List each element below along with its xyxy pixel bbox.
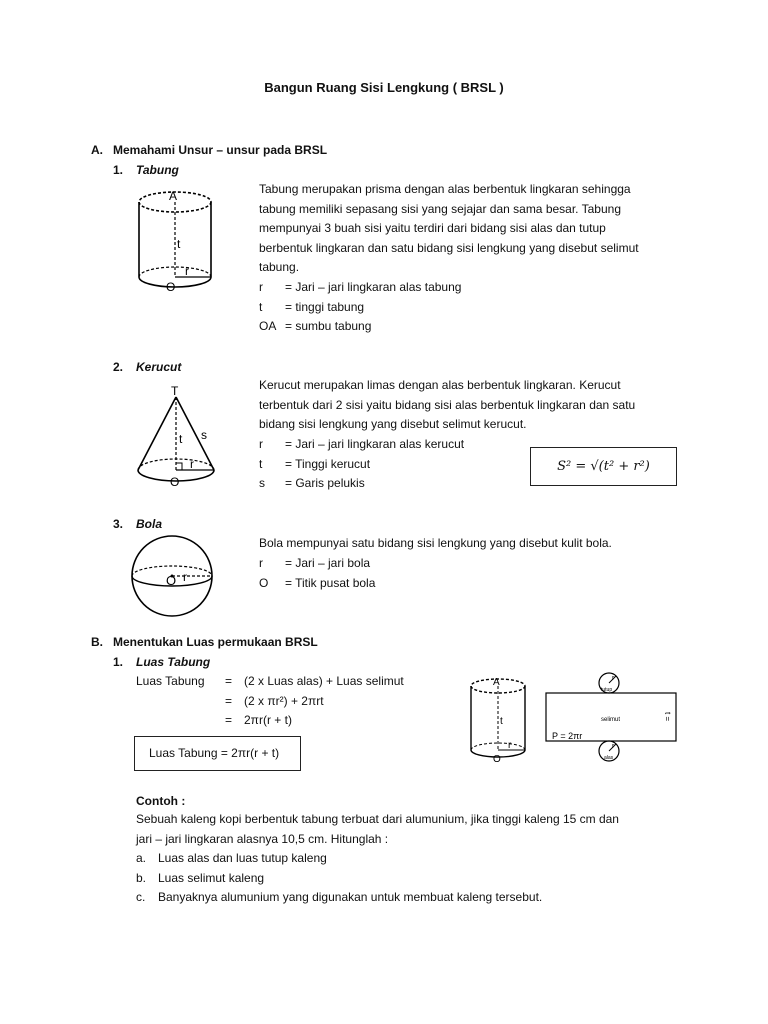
net-selimut-label: selimut [601, 717, 621, 723]
sphere-label-o: O [166, 573, 177, 588]
tabung-description: Tabung merupakan prisma dengan alas berbentuk lingkaran sehingga tabung memiliki sepasang sisi yang sejajar dan sama besar. Tabung mempunyai 3 buah sisi yaitu terdiri dari bidang sisi alas dan tutup berbentuk lingkaran dan satu bidang sisi lengkung yang disebut selimut tabung. [259, 182, 639, 275]
contoh-title: Contoh : [136, 794, 186, 808]
kerucut-num: 2. [113, 360, 124, 374]
cone-label-r: r [190, 457, 194, 471]
luas-tabung-heading: Luas Tabung [136, 655, 211, 669]
section-b-label: B. [91, 635, 103, 649]
cone-label-o: O [170, 475, 180, 489]
cyl-label-o: O [166, 280, 176, 294]
net-cyl-label-r: r [508, 740, 512, 751]
cone-label-t-apex: T [171, 384, 179, 398]
cone-figure [128, 383, 228, 491]
cylinder-figure [125, 185, 225, 297]
net-cyl-label-t: t [500, 716, 503, 727]
tabung-defs: r = Jari – jari lingkaran alas tabung t = tinggi tabung OA = sumbu tabung [259, 280, 462, 334]
net-alas-r: r [612, 743, 615, 750]
luas-tabung-box [134, 736, 301, 771]
section-a-title: Memahami Unsur – unsur pada BRSL [113, 143, 328, 157]
kerucut-defs: r = Jari – jari lingkaran alas kerucut t = Tinggi kerucut s = Garis pelukis [259, 437, 465, 491]
bola-heading: Bola [136, 517, 163, 531]
net-alas-label: alas [604, 755, 614, 761]
luas-tabung-derivation: Luas Tabung = (2 x Luas alas) + Luas selimut = (2 x πr²) + 2πrt = 2πr(r + t) [136, 674, 404, 728]
luas-tabung-formula: Luas Tabung = 2πr(r + t) [149, 746, 280, 760]
cyl-label-r: r [185, 264, 189, 278]
contoh-text: Sebuah kaleng kopi berbentuk tabung terbuat dari alumunium, jika tinggi kaleng 15 cm dan jari – jari lingkaran alasnya 10,5 cm. Hitunglah : [136, 812, 619, 846]
cone-label-s: s [201, 428, 207, 442]
luas-tabung-num: 1. [113, 655, 124, 669]
net-cyl-label-o: O [493, 754, 501, 765]
list-item: c. Banyaknya alumunium yang digunakan untuk membuat kaleng tersebut. [136, 890, 543, 905]
bola-num: 3. [113, 517, 124, 531]
kerucut-description: Kerucut merupakan limas dengan alas berbentuk lingkaran. Kerucut terbentuk dari 2 sisi yaitu bidang sisi alas berbentuk lingkaran dan satu bidang sisi lengkung yang disebut selimut kerucut. [259, 378, 636, 432]
bola-defs: r = Jari – jari bola O = Titik pusat bola [259, 556, 376, 590]
list-item: b. Luas selimut kaleng [136, 870, 265, 885]
bola-description: Bola mempunyai satu bidang sisi lengkung yang disebut kulit bola. [259, 536, 612, 550]
luas-step1: (2 x Luas alas) + Luas selimut [244, 674, 404, 688]
sphere-label-r: r [183, 570, 187, 584]
net-cyl-label-a: A [493, 677, 500, 688]
net-perimeter-label: P = 2πr [552, 731, 583, 741]
sphere-figure [124, 533, 220, 619]
tabung-num: 1. [113, 163, 124, 177]
page-title: Bangun Ruang Sisi Lengkung ( BRSL ) [264, 80, 504, 95]
contoh-list [136, 849, 542, 908]
kerucut-formula: S² = √(t² + r²) [557, 459, 650, 474]
net-t-label: t = [663, 712, 672, 722]
tabung-heading: Tabung [136, 163, 179, 177]
cyl-label-t: t [177, 237, 181, 251]
cyl-label-a: A [169, 189, 178, 203]
cone-label-t: t [179, 432, 183, 446]
section-a-label: A. [91, 143, 103, 157]
luas-step3: 2πr(r + t) [244, 713, 292, 728]
net-tutup-label: tutup [601, 687, 613, 693]
net-tutup-r: r [612, 675, 615, 682]
luas-step2: (2 x πr²) + 2πrt [244, 693, 324, 708]
kerucut-heading: Kerucut [136, 360, 182, 374]
cylinder-net-figure [462, 672, 684, 772]
kerucut-formula-box [530, 447, 677, 486]
section-b-title: Menentukan Luas permukaan BRSL [113, 635, 318, 649]
list-item: a. Luas alas dan luas tutup kaleng [136, 851, 327, 865]
